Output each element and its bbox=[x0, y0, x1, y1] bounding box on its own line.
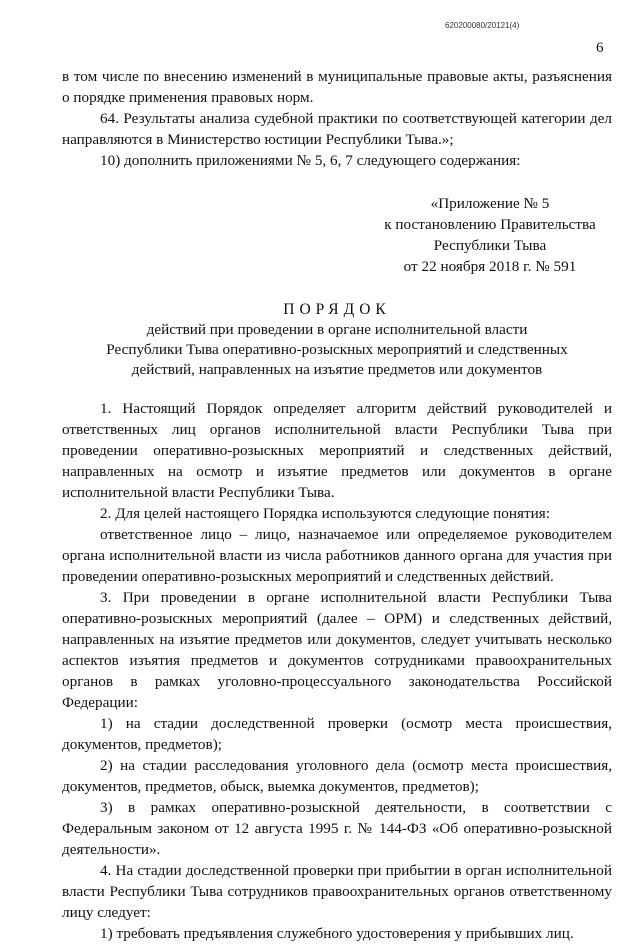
appendix-line: от 22 ноября 2018 г. № 591 bbox=[403, 258, 577, 275]
paragraph: ответственное лицо – лицо, назначаемое или определяемое руководителем органа исполнительной власти из числа работников данного органа для участия при проведении оперативно-розыскных мероприятий и следственных действий. bbox=[62, 526, 612, 585]
paragraph: 1) требовать предъявления служебного удостоверения у прибывших лиц. bbox=[100, 925, 574, 942]
appendix-line: «Приложение № 5 bbox=[430, 195, 550, 212]
title-subtitle-line: Республики Тыва оперативно-розыскных мероприятий и следственных bbox=[106, 341, 568, 358]
spacer bbox=[62, 380, 612, 398]
title-heading: ПОРЯДОК bbox=[283, 301, 391, 318]
document-title bbox=[62, 299, 612, 380]
appendix-line: Республики Тыва bbox=[433, 237, 547, 254]
paragraph: 3) в рамках оперативно-розыскной деятельности, в соответствии с Федеральным законом от 12 августа 1995 г. № 144-ФЗ «Об оперативно-розыскной деятельности». bbox=[62, 799, 612, 858]
page-number: 6 bbox=[596, 40, 604, 56]
paragraph: 1) на стадии доследственной проверки (осмотр места происшествия, документов, предметов); bbox=[62, 715, 612, 753]
paragraph: 2) на стадии расследования уголовного дела (осмотр места происшествия, документов, предметов, обыск, выемка документов, предметов); bbox=[62, 757, 612, 795]
paragraph-item-64: 64. Результаты анализа судебной практики по соответствующей категории дел направляются в Министерство юстиции Республики Тыва.»; bbox=[62, 110, 612, 148]
title-subtitle-line: действий при проведении в органе исполнительной власти bbox=[146, 321, 528, 338]
appendix-line: к постановлению Правительства bbox=[384, 216, 596, 233]
paragraph: 2. Для целей настоящего Порядка используются следующие понятия: bbox=[100, 505, 550, 522]
appendix-header bbox=[380, 193, 600, 277]
paragraph-item-10: 10) дополнить приложениями № 5, 6, 7 следующего содержания: bbox=[100, 152, 521, 169]
paragraph: 1. Настоящий Порядок определяет алгоритм действий руководителей и ответственных лиц органов исполнительной власти Республики Тыва при проведении оперативно-розыскных мероприятий и следственных действий, направленных на осмотр и изъятие предметов или документов в органе исполнительной власти Республики Тыва. bbox=[62, 400, 612, 501]
paragraph: 4. На стадии доследственной проверки при прибытии в орган исполнительной власти Республики Тыва сотрудников правоохранительных органов ответственному лицу следует: bbox=[62, 862, 612, 921]
document-body bbox=[62, 66, 612, 944]
title-subtitle-line: действий, направленных на изъятие предметов или документов bbox=[131, 361, 543, 378]
paragraph-continuation: в том числе по внесению изменений в муниципальные правовые акты, разъяснения о порядке применения правовых норм. bbox=[62, 68, 612, 106]
paragraph: 3. При проведении в органе исполнительной власти Республики Тыва оперативно-розыскных мероприятий (далее – ОРМ) и следственных действий, направленных на изъятие предметов или документов, следует учитывать несколько аспектов изъятия предметов и документов сотрудниками правоохранительных органов в рамках уголовно-процессуального законодательства Российской Федерации: bbox=[62, 589, 612, 711]
document-code: 620200080/20121(4) bbox=[445, 21, 520, 30]
